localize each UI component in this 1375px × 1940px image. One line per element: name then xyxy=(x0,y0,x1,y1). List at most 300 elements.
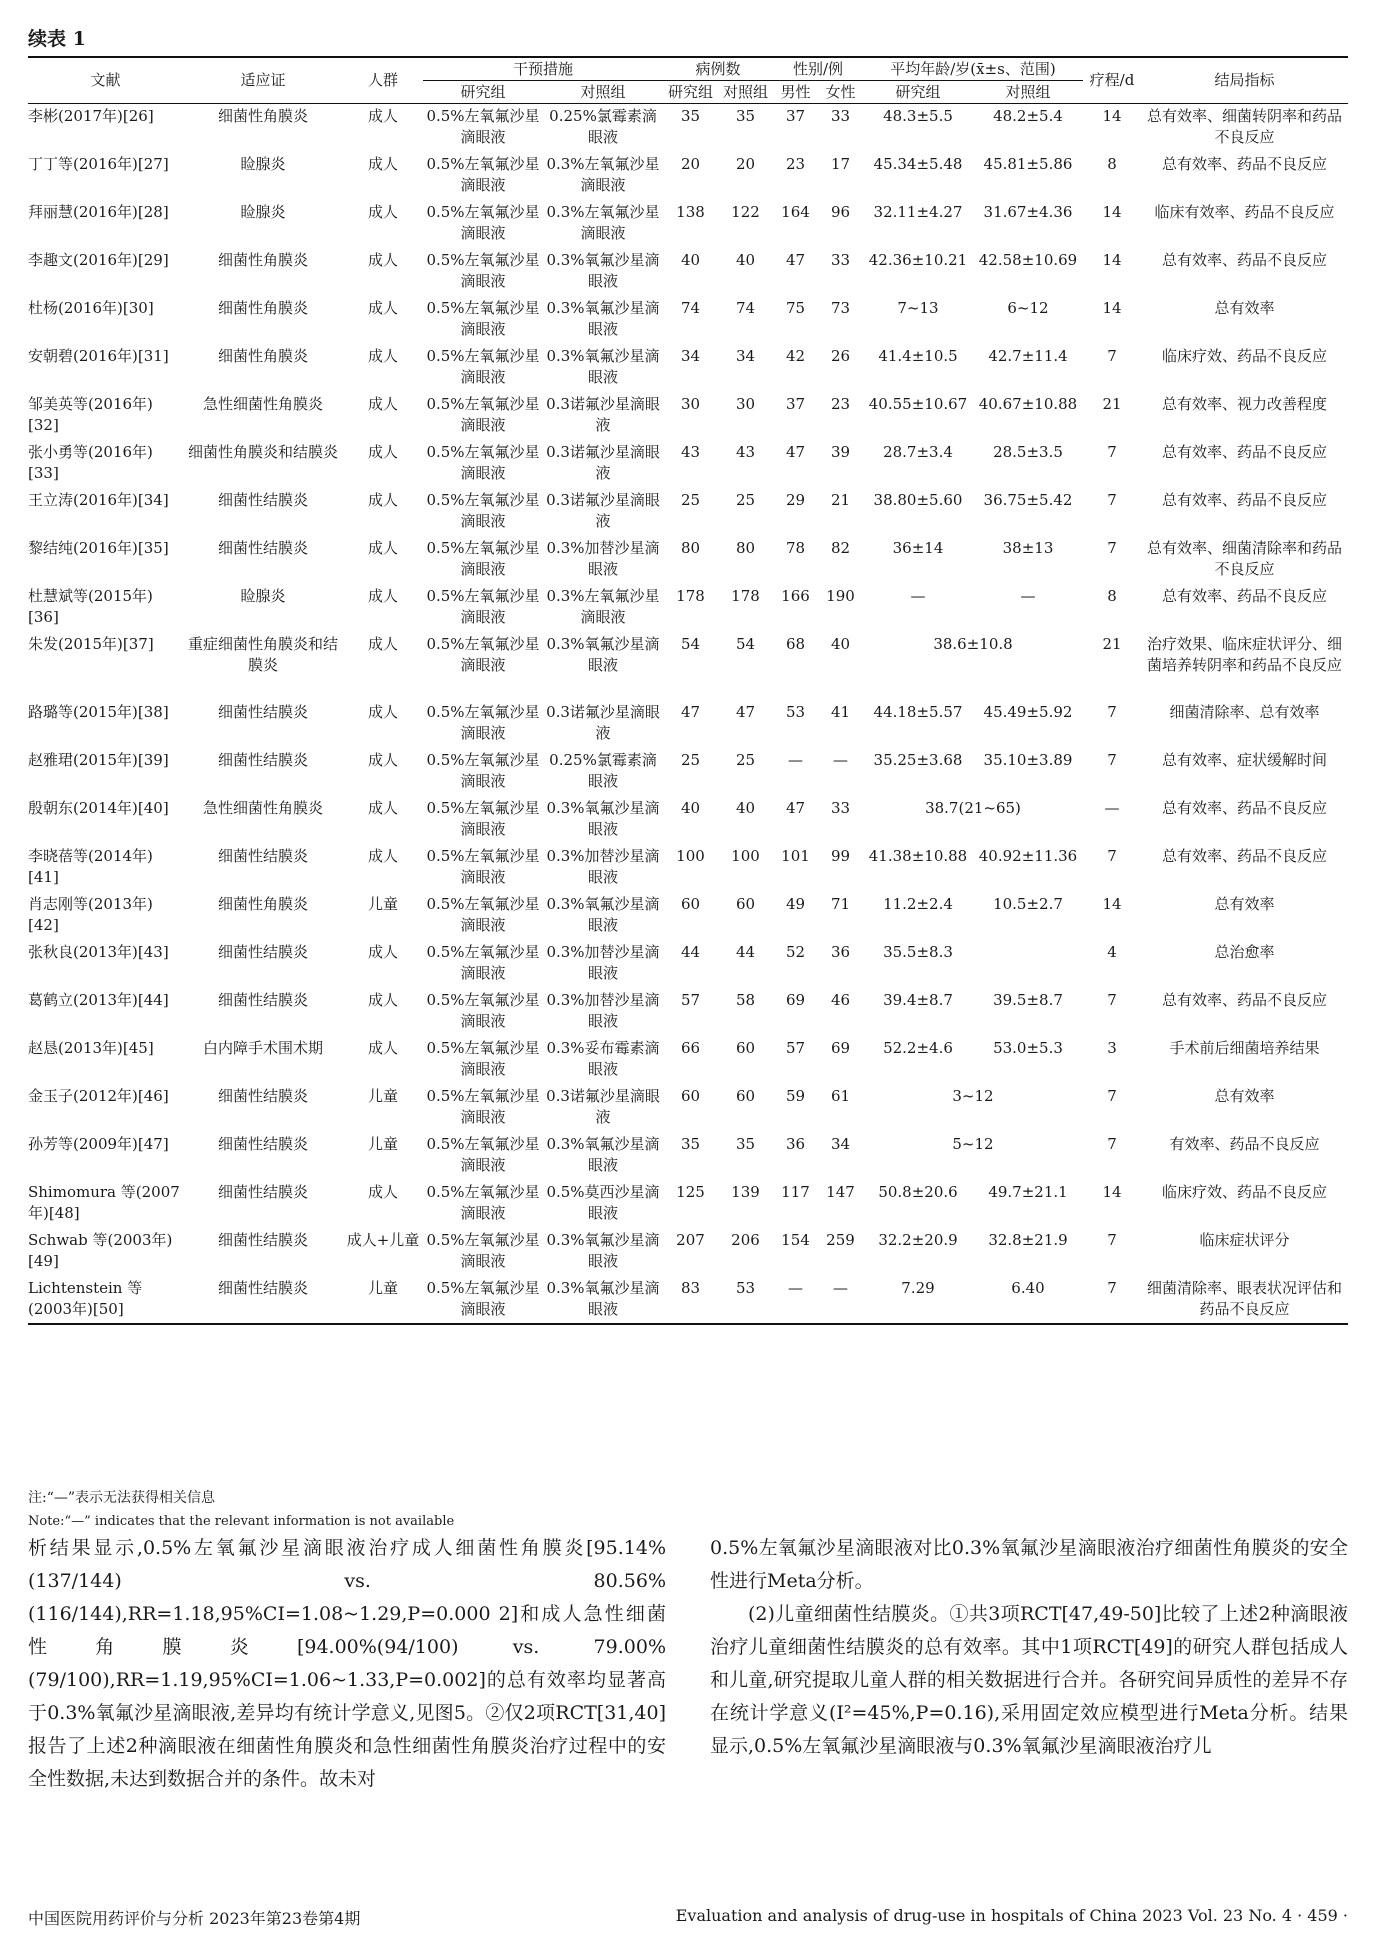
cell-study-drug: 0.5%左氧氟沙星滴眼液 xyxy=(426,750,540,790)
cell-population: 儿童 xyxy=(367,1134,398,1153)
cell-control-drug: 0.3%加替沙星滴眼液 xyxy=(546,846,660,886)
cell-cases-study: 54 xyxy=(680,634,701,653)
col-header-literature: 文献 xyxy=(28,57,183,104)
cell-course: 7 xyxy=(1083,1276,1141,1324)
cell-cases-control: 206 xyxy=(731,1230,760,1249)
cell-cases-study: 66 xyxy=(680,1038,701,1057)
cell-age-study: 44.18±5.57 xyxy=(873,702,963,721)
cell-age-control: 28.5±3.5 xyxy=(993,442,1063,461)
cell-population: 儿童 xyxy=(367,894,398,913)
cell-cases-control: 47 xyxy=(735,702,756,721)
cell-population: 成人 xyxy=(367,442,398,461)
cell-study-drug: 0.5%左氧氟沙星滴眼液 xyxy=(426,1230,540,1270)
body-column-right xyxy=(710,1532,1348,1763)
col-header-population: 人群 xyxy=(343,57,423,104)
cell-cases-control: 40 xyxy=(735,250,756,269)
cell-course: — xyxy=(1104,798,1120,817)
cell-study-drug: 0.5%左氧氟沙星滴眼液 xyxy=(426,586,540,626)
cell-indication: 细菌性结膜炎 xyxy=(217,990,308,1009)
cell-outcome: 临床疗效、药品不良反应 xyxy=(1161,346,1327,365)
cell-course: 14 xyxy=(1102,202,1122,221)
cell-course: 3 xyxy=(1107,1038,1117,1057)
cell-cases-control: 30 xyxy=(735,394,756,413)
cell-population: 成人 xyxy=(367,1038,398,1057)
cell-indication: 细菌性角膜炎 xyxy=(217,894,308,913)
cell-control-drug: 0.25%氯霉素滴眼液 xyxy=(549,750,657,790)
cell-literature: 孙芳等(2009年)[47] xyxy=(28,1134,169,1153)
cell-study-drug: 0.5%左氧氟沙星滴眼液 xyxy=(426,798,540,838)
cell-age-study: 42.36±10.21 xyxy=(868,250,968,269)
cell-study-drug: 0.5%左氧氟沙星滴眼液 xyxy=(426,538,540,578)
cell-male: 68 xyxy=(785,634,806,653)
cell-literature: 朱发(2015年)[37] xyxy=(28,634,154,653)
cell-study-drug: 0.5%左氧氟沙星滴眼液 xyxy=(426,942,540,982)
cell-age-study: 35.25±3.68 xyxy=(873,750,963,769)
cell-cases-control: 43 xyxy=(735,442,756,461)
body-paragraph: (2)儿童细菌性结膜炎。①共3项RCT[47,49-50]比较了上述2种滴眼液治疗儿童细菌性结膜炎的总有效率。其中1项RCT[49]的研究人群包括成人和儿童,研究提取儿童人群的相关数据进行合并。各研究间异质性的差异不存在统计学意义(I²=45%,P=0.16),采用固定效应模型进行Meta分析。结果显示,0.5%左氧氟沙星滴眼液与0.3%氧氟沙星滴眼液治疗儿 xyxy=(710,1603,1348,1757)
col-header-cases-control: 对照组 xyxy=(718,81,773,104)
cell-male: 29 xyxy=(785,490,806,509)
cell-indication: 细菌性结膜炎 xyxy=(217,750,308,769)
cell-literature: Schwab 等(2003年)[49] xyxy=(28,1230,173,1270)
table-row xyxy=(28,152,1348,200)
cell-cases-study: 83 xyxy=(663,1276,718,1324)
col-header-indication: 适应证 xyxy=(183,57,343,104)
table-row xyxy=(28,748,1348,796)
col-header-male: 男性 xyxy=(773,81,818,104)
table-row xyxy=(28,488,1348,536)
cell-outcome: 有效率、药品不良反应 xyxy=(1169,1134,1320,1153)
cell-course: 14 xyxy=(1102,107,1122,125)
cell-outcome: 总治愈率 xyxy=(1214,942,1275,961)
cell-literature: 肖志刚等(2013年)[42] xyxy=(28,894,153,934)
note-en: Note:“—” indicates that the relevant information is not available xyxy=(28,1514,455,1529)
table-row xyxy=(28,1036,1348,1084)
cell-age-control: 40.92±11.36 xyxy=(978,846,1078,865)
cell-course: 7 xyxy=(1107,1230,1117,1249)
cell-outcome: 细菌清除率、眼表状况评估和药品不良反应 xyxy=(1141,1276,1348,1324)
cell-age-control: 39.5±8.7 xyxy=(993,990,1063,1009)
table-notes xyxy=(28,1486,454,1534)
cell-indication: 细菌性结膜炎 xyxy=(217,538,308,557)
cell-cases-control: 25 xyxy=(735,490,756,509)
cell-indication: 细菌性结膜炎 xyxy=(217,942,308,961)
cell-literature: 赵雅珺(2015年)[39] xyxy=(28,750,169,769)
cell-female: 26 xyxy=(830,346,851,365)
cell-population: 成人 xyxy=(367,846,398,865)
cell-cases-control: 60 xyxy=(735,1038,756,1057)
cell-population: 成人 xyxy=(367,394,398,413)
col-header-control-drug: 对照组 xyxy=(543,81,663,104)
cell-age-study: 11.2±2.4 xyxy=(883,894,953,913)
cell-literature: Lichtenstein 等(2003年)[50] xyxy=(28,1276,183,1324)
table-row xyxy=(28,940,1348,988)
cell-cases-control: 139 xyxy=(731,1182,760,1201)
cell-age-control: 31.67±4.36 xyxy=(983,202,1073,221)
body-paragraph: 析结果显示,0.5%左氧氟沙星滴眼液治疗成人细菌性角膜炎[95.14%(137/144) vs. 80.56%(116/144),RR=1.18,95%CI=1.08~1.29,P=0.000 2]和成人急性细菌性角膜炎[94.00%(94/100) vs. 79.00%(79/100),RR=1.19,95%CI=1.06~1.33,P=0.002]的总有效率均显著高于0.3%氧氟沙星滴眼液,差异均有统计学意义,见图5。②仅2项RCT[31,40]报告了上述2种滴眼液在细菌性角膜炎和急性细菌性角膜炎治疗过程中的安全性数据,未达到数据合并的条件。故未对 xyxy=(28,1537,666,1790)
cell-literature: 路璐等(2015年)[38] xyxy=(28,702,169,721)
cell-control-drug: 0.3诺氟沙星滴眼液 xyxy=(546,702,660,742)
table-row xyxy=(28,632,1348,700)
cell-population: 成人 xyxy=(367,298,398,317)
col-header-age: 平均年龄/岁(x̄±s、范围) xyxy=(863,57,1083,81)
cell-control-drug: 0.5%莫西沙星滴眼液 xyxy=(546,1182,660,1222)
cell-male: — xyxy=(788,750,803,769)
cell-study-drug: 0.5%左氧氟沙星滴眼液 xyxy=(423,1276,543,1324)
cell-cases-study: 60 xyxy=(680,894,701,913)
cell-female: 34 xyxy=(830,1134,851,1153)
cell-male: 52 xyxy=(785,942,806,961)
cell-cases-control: 35 xyxy=(735,107,756,125)
cell-cases-control: 34 xyxy=(735,346,756,365)
cell-outcome: 总有效率、细菌清除率和药品不良反应 xyxy=(1146,538,1342,578)
cell-cases-control: 54 xyxy=(735,634,756,653)
cell-female: 39 xyxy=(830,442,851,461)
cell-population: 成人 xyxy=(367,634,398,653)
cell-literature: 殷朝东(2014年)[40] xyxy=(28,798,169,817)
cell-control-drug: 0.3%氧氟沙星滴眼液 xyxy=(546,1134,660,1174)
cell-age-merged: 38.6±10.8 xyxy=(933,634,1013,653)
cell-outcome: 总有效率、视力改善程度 xyxy=(1161,394,1327,413)
cell-outcome: 临床疗效、药品不良反应 xyxy=(1161,1182,1327,1201)
cell-control-drug: 0.3%氧氟沙星滴眼液 xyxy=(546,250,660,290)
cell-female: 33 xyxy=(830,798,851,817)
cell-male: 47 xyxy=(785,250,806,269)
cell-age-control: 32.8±21.9 xyxy=(988,1230,1068,1249)
cell-age-control: — xyxy=(1020,586,1036,605)
cell-study-drug: 0.5%左氧氟沙星滴眼液 xyxy=(426,1038,540,1078)
cell-male: 75 xyxy=(785,298,806,317)
cell-control-drug: 0.3%氧氟沙星滴眼液 xyxy=(546,1230,660,1270)
cell-male: 117 xyxy=(781,1182,810,1201)
cell-female: 33 xyxy=(830,250,851,269)
cell-indication: 重症细菌性角膜炎和结膜炎 xyxy=(187,634,338,674)
cell-female: 99 xyxy=(830,846,851,865)
cell-literature: 李彬(2017年)[26] xyxy=(28,107,154,125)
cell-course: 14 xyxy=(1102,894,1122,913)
cell-study-drug: 0.5%左氧氟沙星滴眼液 xyxy=(426,442,540,482)
cell-male: 23 xyxy=(785,154,806,173)
cell-age-control: 42.58±10.69 xyxy=(978,250,1078,269)
cell-female: 71 xyxy=(830,894,851,913)
table-title: 续表 1 xyxy=(28,28,86,50)
cell-outcome: 总有效率、药品不良反应 xyxy=(1161,442,1327,461)
table-row xyxy=(28,1084,1348,1132)
cell-outcome: 总有效率 xyxy=(1214,894,1275,913)
col-header-cases: 病例数 xyxy=(663,57,773,81)
col-header-course: 疗程/d xyxy=(1083,57,1141,104)
cell-age-control: 45.49±5.92 xyxy=(983,702,1073,721)
cell-cases-study: 25 xyxy=(680,490,701,509)
cell-age-control: 40.67±10.88 xyxy=(978,394,1078,413)
cell-literature: 金玉子(2012年)[46] xyxy=(28,1086,169,1105)
cell-outcome: 总有效率、药品不良反应 xyxy=(1161,154,1327,173)
cell-population: 儿童 xyxy=(343,1276,423,1324)
cell-outcome: 总有效率、症状缓解时间 xyxy=(1161,750,1327,769)
cell-course: 4 xyxy=(1107,942,1117,961)
cell-female: 23 xyxy=(830,394,851,413)
cell-study-drug: 0.5%左氧氟沙星滴眼液 xyxy=(426,1182,540,1222)
cell-female: 36 xyxy=(830,942,851,961)
cell-cases-control: 20 xyxy=(735,154,756,173)
cell-course: 7 xyxy=(1107,1134,1117,1153)
table-row xyxy=(28,344,1348,392)
cell-cases-study: 25 xyxy=(680,750,701,769)
cell-age-study: — xyxy=(910,586,926,605)
cell-control-drug: 0.3%左氧氟沙星滴眼液 xyxy=(546,154,660,194)
cell-outcome: 总有效率、药品不良反应 xyxy=(1161,798,1327,817)
cell-age-study: 7~13 xyxy=(897,298,939,317)
cell-study-drug: 0.5%左氧氟沙星滴眼液 xyxy=(426,107,540,146)
cell-female: 69 xyxy=(830,1038,851,1057)
cell-cases-control: 80 xyxy=(735,538,756,557)
cell-course: 8 xyxy=(1107,586,1117,605)
cell-literature: 李晓蓓等(2014年)[41] xyxy=(28,846,153,886)
cell-age-control: 49.7±21.1 xyxy=(988,1182,1068,1201)
cell-age-merged: 5~12 xyxy=(952,1134,994,1153)
cell-literature: 李趣文(2016年)[29] xyxy=(28,250,169,269)
cell-male: 69 xyxy=(785,990,806,1009)
cell-cases-control: 40 xyxy=(735,798,756,817)
cell-literature: 丁丁等(2016年)[27] xyxy=(28,154,169,173)
cell-control-drug: 0.25%氯霉素滴眼液 xyxy=(549,107,657,146)
table-row xyxy=(28,988,1348,1036)
cell-control-drug: 0.3%氧氟沙星滴眼液 xyxy=(546,894,660,934)
cell-indication: 细菌性角膜炎和结膜炎 xyxy=(187,442,338,461)
cell-cases-study: 20 xyxy=(680,154,701,173)
table-row xyxy=(28,892,1348,940)
cell-cases-control: 35 xyxy=(735,1134,756,1153)
cell-female: 21 xyxy=(830,490,851,509)
cell-population: 成人 xyxy=(367,538,398,557)
cell-age-study: 50.8±20.6 xyxy=(878,1182,958,1201)
cell-cases-study: 35 xyxy=(680,107,701,125)
cell-female: 33 xyxy=(830,107,851,125)
body-column-left xyxy=(28,1532,666,1796)
col-header-female: 女性 xyxy=(818,81,863,104)
cell-outcome: 细菌清除率、总有效率 xyxy=(1169,702,1320,721)
cell-control-drug: 0.3%氧氟沙星滴眼液 xyxy=(546,346,660,386)
table-row xyxy=(28,536,1348,584)
cell-female: 259 xyxy=(826,1230,855,1249)
cell-control-drug: 0.3%氧氟沙星滴眼液 xyxy=(546,798,660,838)
cell-indication: 细菌性结膜炎 xyxy=(217,1230,308,1249)
cell-control-drug: 0.3诺氟沙星滴眼液 xyxy=(546,442,660,482)
cell-population: 成人 xyxy=(367,202,398,221)
cell-literature: 拜丽慧(2016年)[28] xyxy=(28,202,169,221)
cell-age-study: 32.11±4.27 xyxy=(873,202,963,221)
cell-cases-control: 60 xyxy=(735,894,756,913)
table-row xyxy=(28,200,1348,248)
cell-study-drug: 0.5%左氧氟沙星滴眼液 xyxy=(426,346,540,386)
table-row xyxy=(28,584,1348,632)
cell-indication: 睑腺炎 xyxy=(240,586,286,605)
cell-age-study: 48.3±5.5 xyxy=(883,107,953,125)
cell-female: — xyxy=(833,750,848,769)
table-row xyxy=(28,248,1348,296)
cell-cases-control: 44 xyxy=(735,942,756,961)
cell-outcome: 总有效率、药品不良反应 xyxy=(1161,250,1327,269)
cell-male: 53 xyxy=(785,702,806,721)
table-row xyxy=(28,296,1348,344)
cell-cases-control: 122 xyxy=(731,202,760,221)
cell-study-drug: 0.5%左氧氟沙星滴眼液 xyxy=(426,250,540,290)
cell-male: — xyxy=(773,1276,818,1324)
col-header-cases-study: 研究组 xyxy=(663,81,718,104)
cell-study-drug: 0.5%左氧氟沙星滴眼液 xyxy=(426,1134,540,1174)
cell-age-study: 38.80±5.60 xyxy=(873,490,963,509)
cell-study-drug: 0.5%左氧氟沙星滴眼液 xyxy=(426,394,540,434)
cell-female: 17 xyxy=(830,154,851,173)
cell-male: 101 xyxy=(781,846,810,865)
cell-age-study: 32.2±20.9 xyxy=(878,1230,958,1249)
cell-literature: 杜杨(2016年)[30] xyxy=(28,298,154,317)
cell-female: 46 xyxy=(830,990,851,1009)
cell-outcome: 总有效率、细菌转阴率和药品不良反应 xyxy=(1146,107,1342,146)
cell-female: 41 xyxy=(830,702,851,721)
cell-population: 成人+儿童 xyxy=(346,1230,420,1249)
cell-age-control xyxy=(973,940,1083,988)
cell-male: 49 xyxy=(785,894,806,913)
cell-control-drug: 0.3%氧氟沙星滴眼液 xyxy=(543,1276,663,1324)
cell-cases-study: 57 xyxy=(680,990,701,1009)
cell-female: 82 xyxy=(830,538,851,557)
cell-male: 57 xyxy=(785,1038,806,1057)
cell-cases-study: 100 xyxy=(676,846,705,865)
cell-literature: 葛鹤立(2013年)[44] xyxy=(28,990,169,1009)
cell-course: 7 xyxy=(1107,538,1117,557)
table-row xyxy=(28,1132,1348,1180)
table-row xyxy=(28,796,1348,844)
table-row xyxy=(28,1276,1348,1324)
table-row xyxy=(28,1228,1348,1276)
cell-age-control: 35.10±3.89 xyxy=(983,750,1073,769)
cell-cases-control: 100 xyxy=(731,846,760,865)
cell-population: 成人 xyxy=(367,702,398,721)
cell-male: 47 xyxy=(785,442,806,461)
cell-course: 7 xyxy=(1107,702,1117,721)
cell-male: 166 xyxy=(781,586,810,605)
cell-outcome: 手术前后细菌培养结果 xyxy=(1169,1038,1320,1057)
cell-male: 42 xyxy=(785,346,806,365)
cell-study-drug: 0.5%左氧氟沙星滴眼液 xyxy=(426,298,540,338)
cell-course: 7 xyxy=(1107,990,1117,1009)
cell-literature: 张秋良(2013年)[43] xyxy=(28,942,169,961)
cell-age-study: 40.55±10.67 xyxy=(868,394,968,413)
cell-control-drug: 0.3%左氧氟沙星滴眼液 xyxy=(546,202,660,242)
cell-control-drug: 0.3诺氟沙星滴眼液 xyxy=(546,1086,660,1126)
cell-literature: 杜慧斌等(2015年)[36] xyxy=(28,586,153,626)
cell-indication: 急性细菌性角膜炎 xyxy=(202,394,323,413)
cell-cases-study: 178 xyxy=(676,586,705,605)
cell-literature: 赵恳(2013年)[45] xyxy=(28,1038,154,1057)
cell-literature: 张小勇等(2016年)[33] xyxy=(28,442,153,482)
table-body xyxy=(28,104,1348,1324)
cell-female: 96 xyxy=(830,202,851,221)
cell-control-drug: 0.3%加替沙星滴眼液 xyxy=(546,538,660,578)
table-row xyxy=(28,1180,1348,1228)
cell-outcome: 总有效率、药品不良反应 xyxy=(1161,990,1327,1009)
cell-literature: Shimomura 等(2007年)[48] xyxy=(28,1182,180,1222)
cell-male: 78 xyxy=(785,538,806,557)
cell-study-drug: 0.5%左氧氟沙星滴眼液 xyxy=(426,202,540,242)
cell-indication: 睑腺炎 xyxy=(240,154,286,173)
table-row xyxy=(28,440,1348,488)
col-header-sex: 性别/例 xyxy=(773,57,863,81)
cell-population: 成人 xyxy=(367,586,398,605)
cell-course: 21 xyxy=(1102,394,1122,413)
cell-female: 190 xyxy=(826,586,855,605)
cell-indication: 细菌性结膜炎 xyxy=(183,1276,343,1324)
data-table xyxy=(28,56,1348,1325)
table-row xyxy=(28,700,1348,748)
cell-cases-study: 40 xyxy=(680,250,701,269)
col-header-study-drug: 研究组 xyxy=(423,81,543,104)
cell-control-drug: 0.3%加替沙星滴眼液 xyxy=(546,942,660,982)
cell-cases-study: 40 xyxy=(680,798,701,817)
cell-cases-study: 34 xyxy=(680,346,701,365)
cell-age-control: 6~12 xyxy=(1007,298,1049,317)
cell-population: 成人 xyxy=(367,750,398,769)
cell-male: 37 xyxy=(785,107,806,125)
col-header-outcome: 结局指标 xyxy=(1141,57,1348,104)
cell-course: 7 xyxy=(1107,846,1117,865)
cell-indication: 细菌性角膜炎 xyxy=(217,250,308,269)
body-paragraph: 0.5%左氧氟沙星滴眼液对比0.3%氧氟沙星滴眼液治疗细菌性角膜炎的安全性进行Meta分析。 xyxy=(710,1537,1348,1592)
cell-population: 成人 xyxy=(367,490,398,509)
cell-outcome: 总有效率、药品不良反应 xyxy=(1161,490,1327,509)
cell-indication: 细菌性结膜炎 xyxy=(217,1182,308,1201)
cell-age-control: 42.7±11.4 xyxy=(988,346,1068,365)
cell-population: 成人 xyxy=(367,942,398,961)
cell-study-drug: 0.5%左氧氟沙星滴眼液 xyxy=(426,490,540,530)
cell-outcome: 总有效率、药品不良反应 xyxy=(1161,586,1327,605)
cell-age-study: 7.29 xyxy=(863,1276,973,1324)
cell-course: 7 xyxy=(1107,490,1117,509)
cell-female: 61 xyxy=(830,1086,851,1105)
cell-literature: 王立涛(2016年)[34] xyxy=(28,490,169,509)
cell-cases-control: 74 xyxy=(735,298,756,317)
cell-cases-study: 207 xyxy=(676,1230,705,1249)
cell-indication: 睑腺炎 xyxy=(240,202,286,221)
cell-age-merged: 3~12 xyxy=(952,1086,994,1105)
cell-female: — xyxy=(818,1276,863,1324)
cell-course: 21 xyxy=(1102,634,1122,653)
cell-age-control: 38±13 xyxy=(1002,538,1054,557)
cell-age-study: 35.5±8.3 xyxy=(883,942,953,961)
cell-study-drug: 0.5%左氧氟沙星滴眼液 xyxy=(426,990,540,1030)
cell-cases-control: 25 xyxy=(735,750,756,769)
cell-cases-control: 178 xyxy=(731,586,760,605)
cell-outcome: 总有效率 xyxy=(1214,1086,1275,1105)
cell-age-study: 52.2±4.6 xyxy=(883,1038,953,1057)
cell-indication: 急性细菌性角膜炎 xyxy=(202,798,323,817)
cell-cases-study: 35 xyxy=(680,1134,701,1153)
table-row xyxy=(28,104,1348,152)
cell-population: 成人 xyxy=(367,250,398,269)
cell-age-study: 28.7±3.4 xyxy=(883,442,953,461)
cell-control-drug: 0.3%氧氟沙星滴眼液 xyxy=(546,298,660,338)
cell-indication: 细菌性结膜炎 xyxy=(217,1134,308,1153)
cell-indication: 细菌性角膜炎 xyxy=(217,107,308,125)
col-header-age-control: 对照组 xyxy=(973,81,1083,104)
cell-outcome: 总有效率 xyxy=(1214,298,1275,317)
cell-indication: 细菌性结膜炎 xyxy=(217,846,308,865)
footer-journal-cn: 中国医院用药评价与分析 2023年第23卷第4期 xyxy=(28,1909,361,1928)
cell-population: 成人 xyxy=(367,1182,398,1201)
cell-cases-study: 138 xyxy=(676,202,705,221)
col-header-intervention: 干预措施 xyxy=(423,57,663,81)
